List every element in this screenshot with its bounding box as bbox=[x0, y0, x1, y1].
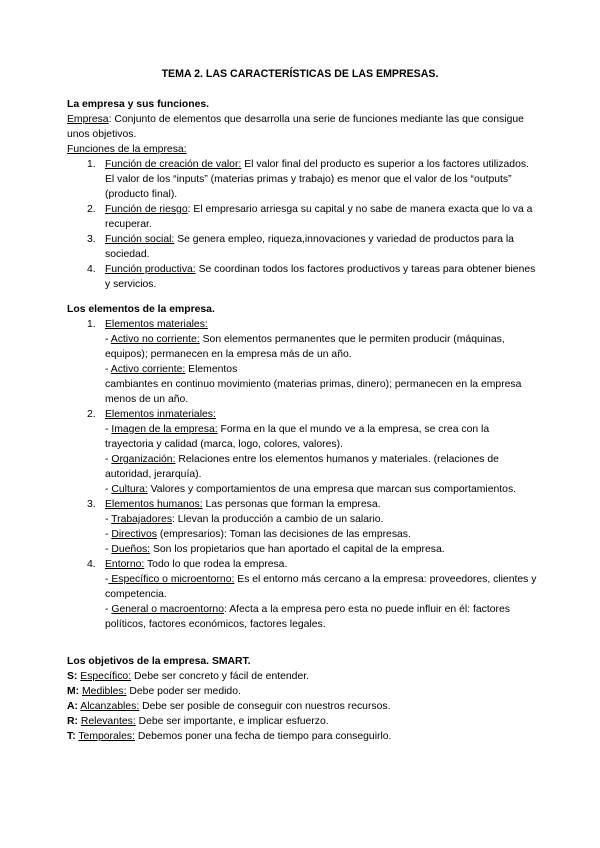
dash: - bbox=[105, 484, 112, 495]
sub-item bbox=[67, 602, 537, 632]
item-number: 2. bbox=[87, 204, 96, 215]
list-item bbox=[67, 497, 537, 512]
sub-item bbox=[67, 422, 537, 452]
item-number: 2. bbox=[87, 409, 96, 420]
dash: - bbox=[105, 574, 109, 585]
dash: - bbox=[105, 604, 112, 615]
sub-item bbox=[67, 527, 537, 542]
smart-text: Debe ser concreto y fácil de entender. bbox=[131, 671, 310, 682]
smart-letter: A: bbox=[67, 701, 78, 712]
item-number: 1. bbox=[87, 319, 96, 330]
smart-item bbox=[67, 684, 537, 699]
item-term: Función productiva: bbox=[105, 264, 196, 275]
smart-term: Temporales: bbox=[78, 731, 135, 742]
item-text: : El empresario arriesga su capital y no sabe de manera exacta que lo va a recuperar. bbox=[105, 204, 533, 230]
item-term: Función social: bbox=[105, 234, 175, 245]
sub-term: Trabajadores bbox=[111, 514, 173, 525]
sub-term: Activo corriente: bbox=[110, 364, 186, 375]
item-term: Elementos humanos: bbox=[105, 499, 203, 510]
sub-text: Relaciones entre los elementos humanos y materiales. (relaciones de autoridad, jerarquía). bbox=[105, 454, 499, 480]
smart-letter: M: bbox=[67, 686, 80, 697]
smart-text: Debe ser importante, e implicar esfuerzo. bbox=[135, 716, 329, 727]
item-term: Entorno: bbox=[105, 559, 145, 570]
smart-text: Debemos poner una fecha de tiempo para conseguirlo. bbox=[134, 731, 392, 742]
list-item bbox=[67, 232, 537, 262]
sub-item bbox=[67, 572, 537, 602]
dash: - bbox=[105, 364, 111, 375]
item-term: Elementos inmateriales: bbox=[105, 409, 216, 420]
smart-letter: R: bbox=[67, 716, 78, 727]
item-text: Las personas que forman la empresa. bbox=[202, 499, 381, 510]
section-heading: Los elementos de la empresa. bbox=[67, 304, 215, 315]
sub-text: Son elementos permanentes que le permiten producir (máquinas, equipos); permanecen en la empresa más de un año. bbox=[105, 334, 505, 360]
sub-item-continuation: cambiantes en continuo movimiento (materias primas, dinero); permanecen en la empresa menos de un año. bbox=[105, 379, 522, 405]
smart-text: Debe poder ser medido. bbox=[126, 686, 241, 697]
item-text: Se genera empleo, riqueza,innovaciones y variedad de productos para la sociedad. bbox=[105, 234, 514, 260]
smart-item bbox=[67, 699, 537, 714]
smart-item bbox=[67, 714, 537, 729]
section-elements bbox=[67, 302, 537, 632]
dash: - bbox=[105, 514, 112, 525]
definition-term: Empresa bbox=[67, 114, 109, 125]
sub-term: Cultura: bbox=[111, 484, 148, 495]
item-number: 4. bbox=[87, 264, 96, 275]
sub-item bbox=[67, 452, 537, 482]
item-term: Función de riesgo bbox=[105, 204, 188, 215]
item-text: Todo lo que rodea la empresa. bbox=[144, 559, 288, 570]
dash: - bbox=[105, 424, 112, 435]
smart-letter: S: bbox=[67, 671, 78, 682]
sub-item bbox=[67, 542, 537, 557]
sub-text: : Afecta a la empresa pero esta no puede influir en él: factores políticos, factores económicos, factores legales. bbox=[105, 604, 510, 630]
sub-term: Dueños: bbox=[111, 544, 151, 555]
smart-term: Relevantes: bbox=[80, 716, 136, 727]
list-item bbox=[67, 202, 537, 232]
sub-text: : Llevan la producción a cambio de un salario. bbox=[172, 514, 384, 525]
sub-item bbox=[67, 332, 537, 362]
smart-term: Específico: bbox=[80, 671, 132, 682]
smart-item bbox=[67, 669, 537, 684]
sub-text: Forma en la que el mundo ve a la empresa, se crea con la trayectoria y calidad (marca, logo, colores, valores). bbox=[105, 424, 490, 450]
sub-item bbox=[67, 512, 537, 527]
item-number: 3. bbox=[87, 499, 96, 510]
section-functions bbox=[67, 97, 537, 292]
sub-term: Directivos bbox=[111, 529, 157, 540]
dash: - bbox=[105, 529, 112, 540]
smart-term: Alcanzables: bbox=[80, 701, 140, 712]
sub-text: Es el entorno más cercano a la empresa: proveedores, clientes y competencia. bbox=[105, 574, 537, 600]
list-item bbox=[67, 317, 537, 332]
list-item bbox=[67, 157, 537, 202]
list-item bbox=[67, 262, 537, 292]
section-heading: La empresa y sus funciones. bbox=[67, 99, 210, 110]
empresa-definition bbox=[67, 112, 537, 142]
sub-item bbox=[67, 482, 537, 497]
smart-item bbox=[67, 729, 537, 744]
item-text: El valor final del producto es superior a los factores utilizados. El valor de los “inputs” (materias primas y trabajo) es menor que el valor de los “outputs” (producto final). bbox=[105, 159, 529, 200]
item-term: Función de creación de valor: bbox=[105, 159, 242, 170]
sub-text: Son los propietarios que han aportado el capital de la empresa. bbox=[150, 544, 445, 555]
sub-term: Activo no corriente: bbox=[110, 334, 200, 345]
sub-text: (empresarios): Toman las decisiones de las empresas. bbox=[156, 529, 411, 540]
item-term: Elementos materiales: bbox=[105, 319, 208, 330]
item-text: Se coordinan todos los factores productivos y tareas para obtener bienes y servicios. bbox=[105, 264, 536, 290]
functions-label: Funciones de la empresa: bbox=[67, 144, 187, 155]
section-heading: Los objetivos de la empresa. SMART. bbox=[67, 656, 251, 667]
dash: - bbox=[105, 544, 112, 555]
item-number: 4. bbox=[87, 559, 96, 570]
sub-text: Valores y comportamientos de una empresa que marcan sus comportamientos. bbox=[147, 484, 517, 495]
sub-text: Elementos bbox=[185, 364, 238, 375]
dash: - bbox=[105, 454, 112, 465]
smart-letter: T: bbox=[67, 731, 76, 742]
sub-term: Imagen de la empresa: bbox=[111, 424, 218, 435]
sub-term: Organización: bbox=[111, 454, 176, 465]
list-item bbox=[67, 557, 537, 572]
list-item bbox=[67, 407, 537, 422]
item-number: 1. bbox=[87, 159, 96, 170]
document-title: TEMA 2. LAS CARACTERÍSTICAS DE LAS EMPRESAS. bbox=[161, 68, 439, 80]
definition-text: : Conjunto de elementos que desarrolla una serie de funciones mediante las que consigue unos objetivos. bbox=[67, 114, 524, 140]
dash: - bbox=[105, 334, 111, 345]
section-smart bbox=[67, 654, 537, 744]
smart-term: Medibles: bbox=[82, 686, 127, 697]
sub-term: General o macroentorno bbox=[111, 604, 224, 615]
smart-text: Debe ser posible de conseguir con nuestros recursos. bbox=[139, 701, 391, 712]
item-number: 3. bbox=[87, 234, 96, 245]
sub-item bbox=[67, 362, 537, 377]
sub-term: Específico o microentorno: bbox=[108, 574, 235, 585]
